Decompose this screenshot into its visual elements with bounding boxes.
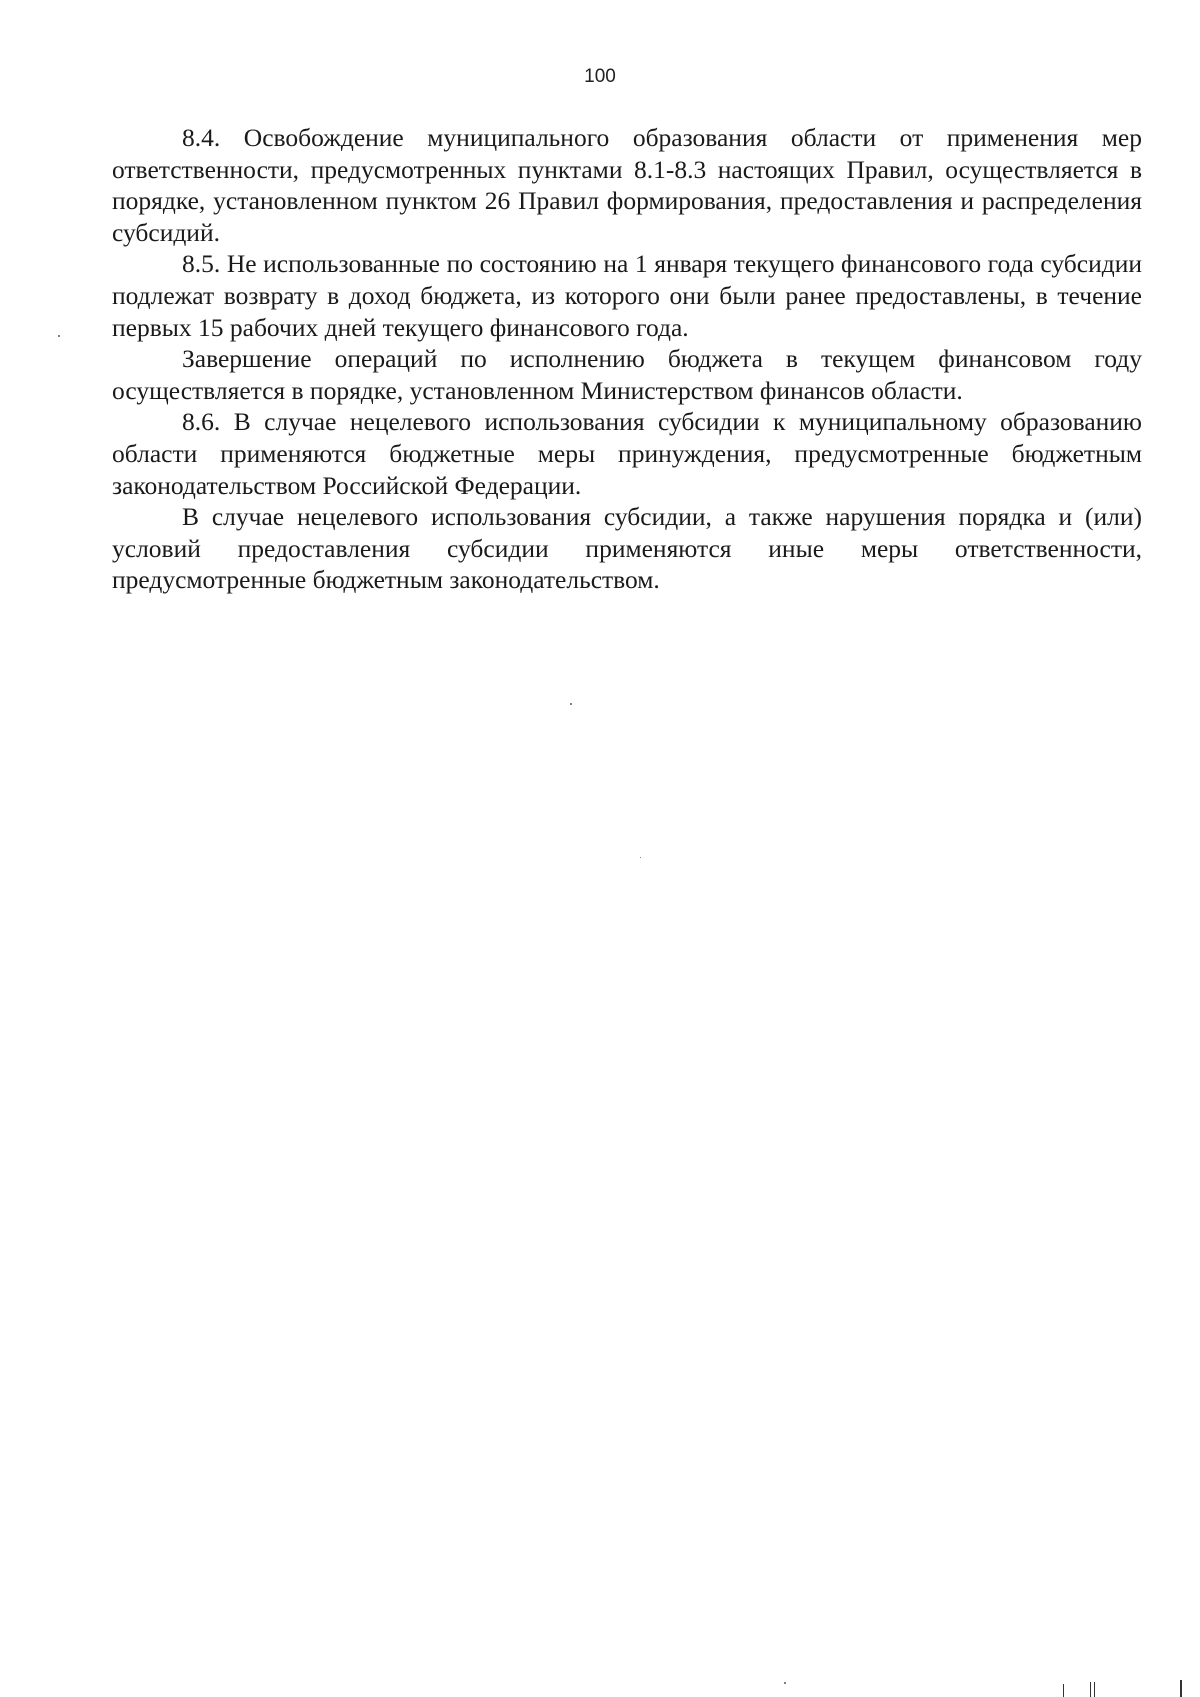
scan-speck xyxy=(784,1682,786,1684)
scan-speck xyxy=(58,335,60,337)
paragraph-8-6: 8.6. В случае нецелевого использования субсидии к муниципальному образованию области применяются бюджетные меры принуждения, предусмотренные бюджетным законодательством Российской Федерации. xyxy=(112,407,1142,500)
scan-edge-mark xyxy=(1090,1682,1091,1697)
paragraph-budget-completion: Завершение операций по исполнению бюджета в текущем финансовом году осуществляется в порядке, установленном Министерством финансов области. xyxy=(112,344,1142,405)
scan-speck xyxy=(570,703,572,705)
document-body xyxy=(112,122,1142,596)
scan-edge-mark xyxy=(1063,1684,1064,1697)
paragraph-misuse-liability: В случае нецелевого использования субсидии, а также нарушения порядка и (или) условий предоставления субсидии применяются иные меры ответственности, предусмотренные бюджетным законодательством. xyxy=(112,502,1142,595)
scan-edge-mark xyxy=(1180,1680,1182,1697)
paragraph-8-4: 8.4. Освобождение муниципального образования области от применения мер ответственности, предусмотренных пунктами 8.1-8.3 настоящих Правил, осуществляется в порядке, установленном пунктом 26 Правил формирования, предоставления и распределения субсидий. xyxy=(112,123,1142,247)
page-number: 100 xyxy=(584,66,616,87)
scan-edge-mark xyxy=(1094,1682,1095,1697)
scan-speck xyxy=(640,857,641,858)
paragraph-8-5: 8.5. Не использованные по состоянию на 1 января текущего финансового года субсидии подлежат возврату в доход бюджета, из которого они были ранее предоставлены, в течение первых 15 рабочих дней текущего финансового года. xyxy=(112,249,1142,342)
